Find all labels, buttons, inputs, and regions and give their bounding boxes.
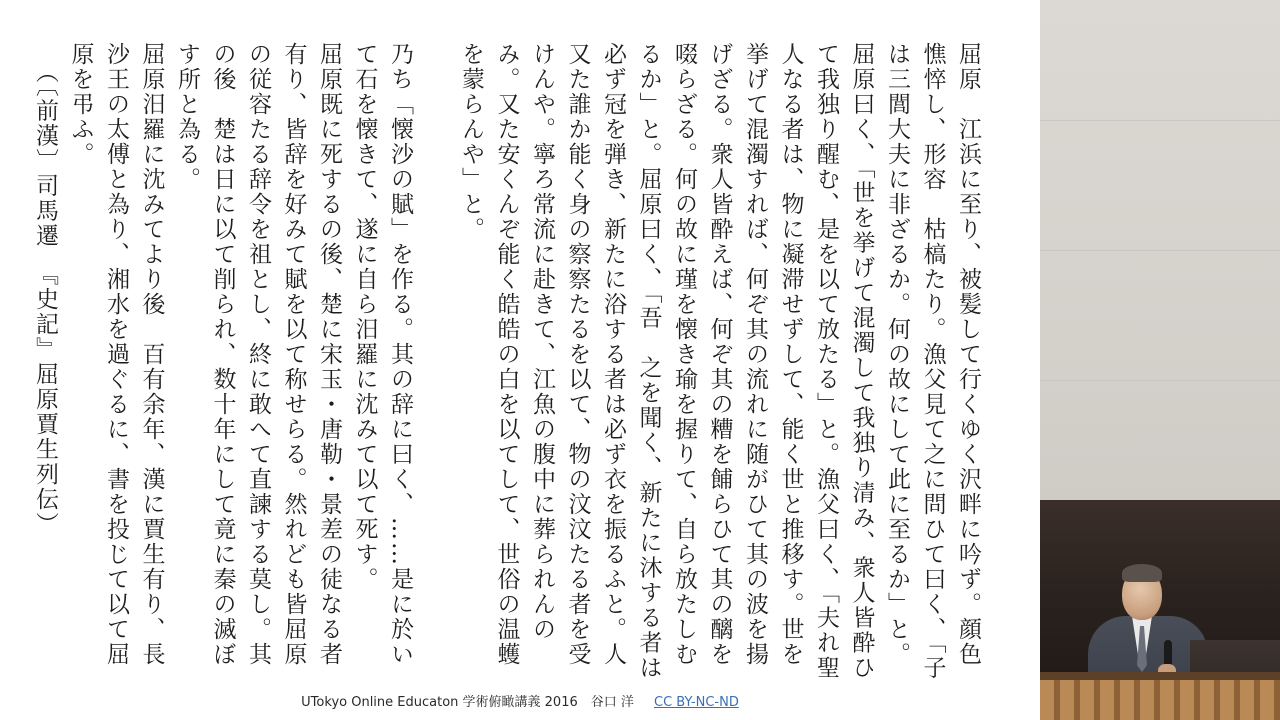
license-link[interactable]: CC BY-NC-ND bbox=[654, 695, 739, 710]
source-attribution: （〔前漢〕司馬遷 『史記』屈原賈生列伝） bbox=[32, 60, 58, 537]
paragraph-1: 屈原 江浜に至り、被髪して行くゆく沢畔に吟ず。顔色 憔悴し、形容 枯槁たり。漁父見て之に問ひて曰く、「子は三閭大夫に非ざるか。何の故にして此に至るか」と。屈原曰く、「世を挙げて混濁して我独り清み、衆人皆酔ひて我独り醒む、是を以て放たる」と。漁父曰く、「夫れ聖人なる者は、物に凝滞せずして、能く世と推移す。世を挙げて混濁すれば、何ぞ其の流れに随がひて其の波を揚げざる。衆人皆酔えば、何ぞ其の糟を餔らひて其の醨を啜らざる。何の故に瑾を懐き瑜を握りて、自ら放たしむるか」と。屈原曰く、「吾 之を聞く、新たに沐する者は必ず冠を弾き、新たに浴する者は必ず衣を振るふと。人又た誰か能く身の察察たるを以て、物の汶汶たる者を受けんや。寧ろ常流に赴きて、江魚の腹中に葬られんのみ。又た安くんぞ能く皓皓の白を以てして、世俗の温蠖を蒙らんや」と。 bbox=[458, 42, 981, 692]
paragraph-3: 屈原既に死するの後、楚に宋玉・唐勒・景差の徒なる者有り、皆辞を好みて賦を以て称せらる。然れども皆屈原の従容たる辞令を祖とし、終に敢へて直諫する莫し。其の後 楚は日に以て削られ、数十年にして竟に秦の滅ぼす所と為る。 bbox=[174, 42, 342, 667]
wood-panel bbox=[1040, 680, 1280, 720]
paragraph-2: 乃ち「懐沙の賦」を作る。其の辞に曰く、……是に於いて石を懐きて、遂に自ら汨羅に沈みて以て死す。 bbox=[351, 42, 413, 667]
paragraph-4: 屈原汨羅に沈みてより後 百有余年、漢に賈生有り、長沙王の太傅と為り、湘水を過ぐるに、書を投じて以て屈原を弔ふ。 bbox=[67, 42, 165, 667]
speaker-video bbox=[1040, 0, 1280, 720]
slide-footer bbox=[0, 690, 1040, 716]
course-credit: UTokyo Online Educaton 学術俯瞰講義 2016 谷口 洋 bbox=[301, 695, 634, 710]
vertical-text-body bbox=[32, 42, 985, 692]
